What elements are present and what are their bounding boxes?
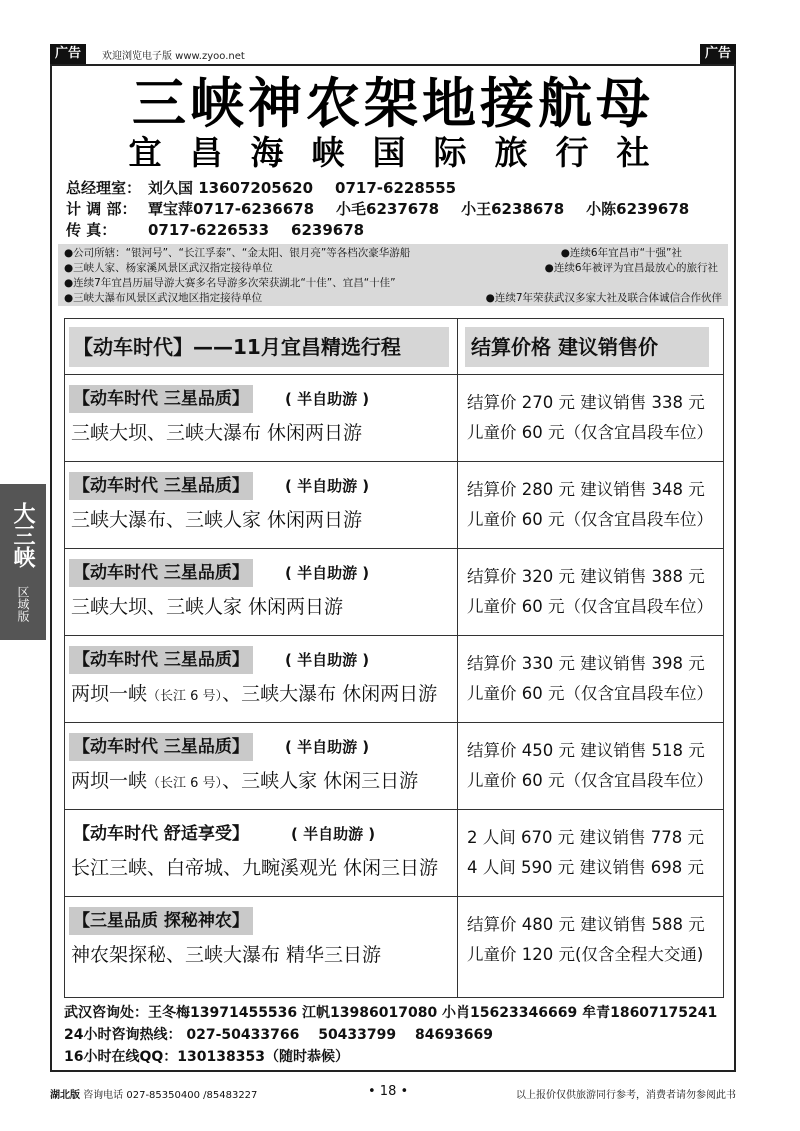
- contact-item: 小王6238678: [461, 200, 565, 218]
- row-tag-note: ( 半自助游 ): [291, 825, 376, 843]
- top-bar: [50, 44, 736, 64]
- table-header-left: 【动车时代】——11月宜昌精选行程: [69, 327, 449, 367]
- row-price-2: 儿童价 60 元（仅含宜昌段车位）: [467, 597, 713, 616]
- route-tail-text: 、三峡人家 休闲三日游: [222, 770, 419, 792]
- row-route: [71, 593, 343, 621]
- row-price-2: 4 人间 590 元 建议销售 698 元: [467, 858, 704, 877]
- route-text: 两坝一峡: [71, 683, 148, 705]
- consult-hotline: [64, 1024, 736, 1046]
- contact-item: 6239678: [291, 221, 365, 239]
- row-price-1: 结算价 450 元 建议销售 518 元: [467, 741, 705, 760]
- table-row: [65, 375, 723, 462]
- row-tag: 【动车时代 三星品质】: [69, 472, 253, 500]
- contact-item: 刘久国 13607205620: [148, 179, 314, 197]
- contact-row-fax: [66, 220, 726, 241]
- main-title: 三峡神农架地接航母: [132, 72, 654, 135]
- contact-label: 传 真：: [66, 221, 117, 239]
- route-text: 三峡大坝、三峡大瀑布 休闲两日游: [71, 422, 363, 444]
- contact-row-manager: [66, 178, 726, 199]
- row-price-2: 儿童价 60 元（仅含宜昌段车位）: [467, 423, 713, 442]
- ad-label-left: 广告: [50, 44, 86, 64]
- route-text: 神农架探秘、三峡大瀑布 精华三日游: [71, 944, 382, 966]
- contact-item: 小毛6237678: [336, 200, 440, 218]
- contact-label: 总经理室：: [66, 179, 142, 197]
- row-route: [71, 941, 381, 969]
- route-small-text: （长江 6 号）: [147, 776, 223, 791]
- contact-item: 0717-6228555: [335, 179, 457, 197]
- page-footer: [50, 1084, 736, 1104]
- row-price-1: 结算价 280 元 建议销售 348 元: [467, 480, 705, 499]
- side-badge-subtitle: 区域版: [16, 586, 30, 622]
- row-price-1: 结算价 330 元 建议销售 398 元: [467, 654, 705, 673]
- side-badge-title: 大三峡: [10, 502, 36, 568]
- note-item: ●连续7年宜昌历届导游大赛多名导游多次荣获湖北“十佳”、宜昌“十佳”: [64, 277, 396, 289]
- contacts-block: [66, 178, 726, 241]
- row-route: [71, 680, 437, 711]
- footer-phone: 咨询电话 027-85350400 /85483227: [83, 1090, 258, 1101]
- sub-title: 宜昌海峡国际旅行社: [128, 133, 678, 172]
- note-item: ●连续7年荣获武汉多家大社及联合体诚信合作伙伴: [485, 292, 722, 304]
- row-price-2: 儿童价 120 元(仅含全程大交通): [467, 945, 704, 964]
- footer-disclaimer: 以上报价仅供旅游同行参考，消费者请勿参阅此书: [516, 1090, 736, 1101]
- row-tag-note: ( 半自助游 ): [285, 651, 370, 669]
- table-row: [65, 549, 723, 636]
- row-tag: 【动车时代 三星品质】: [69, 385, 253, 413]
- row-tag-note: ( 半自助游 ): [285, 477, 370, 495]
- row-tag: 【动车时代 三星品质】: [69, 559, 253, 587]
- row-tag: 【动车时代 三星品质】: [69, 646, 253, 674]
- note-row: [64, 246, 722, 261]
- company-notes: [58, 244, 728, 306]
- table-row: [65, 810, 723, 897]
- route-tail-text: 、三峡大瀑布 休闲两日游: [222, 683, 438, 705]
- row-price-1: 结算价 270 元 建议销售 338 元: [467, 393, 705, 412]
- site-note: 欢迎浏览电子版 www.zyoo.net: [102, 51, 245, 62]
- row-tag-note: ( 半自助游 ): [285, 390, 370, 408]
- consult-qq: 16小时在线QQ：130138353（随时恭候）: [64, 1049, 349, 1065]
- contact-item: 覃宝萍0717-6236678: [148, 200, 315, 218]
- row-route: [71, 767, 418, 798]
- ad-label-right: 广告: [700, 44, 736, 64]
- note-row: [64, 261, 722, 276]
- note-item: ●公司所辖：“银河号”、“长江孚泰”、“金太阳、银月亮”等各档次豪华游船: [64, 247, 411, 259]
- table-header: [65, 319, 723, 375]
- route-text: 三峡大坝、三峡人家 休闲两日游: [71, 596, 344, 618]
- note-item: ●三峡人家、杨家溪风景区武汉指定接待单位: [64, 262, 273, 274]
- consult-wuhan: 武汉咨询处：王冬梅13971455536 江帆13986017080 小肖15623346669 牟青18607175241: [64, 1005, 718, 1021]
- hotline-number: 84693669: [415, 1027, 493, 1043]
- ad-frame: [50, 64, 736, 1072]
- hotline-number: 027-50433766: [186, 1027, 300, 1043]
- footer-edition: 湖北版: [50, 1090, 80, 1101]
- row-route: [71, 506, 362, 534]
- table-row: [65, 462, 723, 549]
- note-item: ●连续6年宜昌市“十强”社: [560, 247, 682, 259]
- page-number: • 18 •: [368, 1084, 409, 1099]
- row-route: [71, 419, 362, 447]
- note-item: ●三峡大瀑布风景区武汉地区指定接待单位: [64, 292, 263, 304]
- footer-left: [50, 1086, 257, 1101]
- row-tag: 【三星品质 探秘神农】: [69, 907, 253, 935]
- hotline-number: 50433799: [318, 1027, 397, 1043]
- consult-block: [64, 1002, 736, 1068]
- row-price-1: 2 人间 670 元 建议销售 778 元: [467, 828, 704, 847]
- row-price-1: 结算价 480 元 建议销售 588 元: [467, 915, 705, 934]
- route-text: 三峡大瀑布、三峡人家 休闲两日游: [71, 509, 363, 531]
- hotline-label: 24小时咨询热线：: [64, 1027, 182, 1043]
- table-row: [65, 636, 723, 723]
- note-item: ●连续6年被评为宜昌最放心的旅行社: [544, 262, 718, 274]
- itinerary-table: [64, 318, 724, 998]
- route-small-text: （长江 6 号）: [147, 689, 223, 704]
- row-tag-note: ( 半自助游 ): [285, 564, 370, 582]
- contact-item: 0717-6226533: [148, 221, 270, 239]
- contact-item: 小陈6239678: [586, 200, 690, 218]
- row-price-2: 儿童价 60 元（仅含宜昌段车位）: [467, 771, 713, 790]
- note-row: [64, 276, 722, 291]
- row-price-2: 儿童价 60 元（仅含宜昌段车位）: [467, 510, 713, 529]
- row-tag: 【动车时代 舒适享受】: [69, 820, 253, 848]
- row-tag-note: ( 半自助游 ): [285, 738, 370, 756]
- row-price-1: 结算价 320 元 建议销售 388 元: [467, 567, 705, 586]
- route-text: 两坝一峡: [71, 770, 148, 792]
- row-price-2: 儿童价 60 元（仅含宜昌段车位）: [467, 684, 713, 703]
- side-badge: [0, 484, 46, 640]
- contact-label: 计 调 部：: [66, 200, 137, 218]
- table-header-right: 结算价格 建议销售价: [465, 327, 709, 367]
- note-row: [64, 291, 722, 306]
- row-tag: 【动车时代 三星品质】: [69, 733, 253, 761]
- row-route: [71, 854, 438, 882]
- route-text: 长江三峡、白帝城、九畹溪观光 休闲三日游: [71, 857, 439, 879]
- table-row: [65, 723, 723, 810]
- contact-row-dispatch: [66, 199, 726, 220]
- table-row: [65, 897, 723, 997]
